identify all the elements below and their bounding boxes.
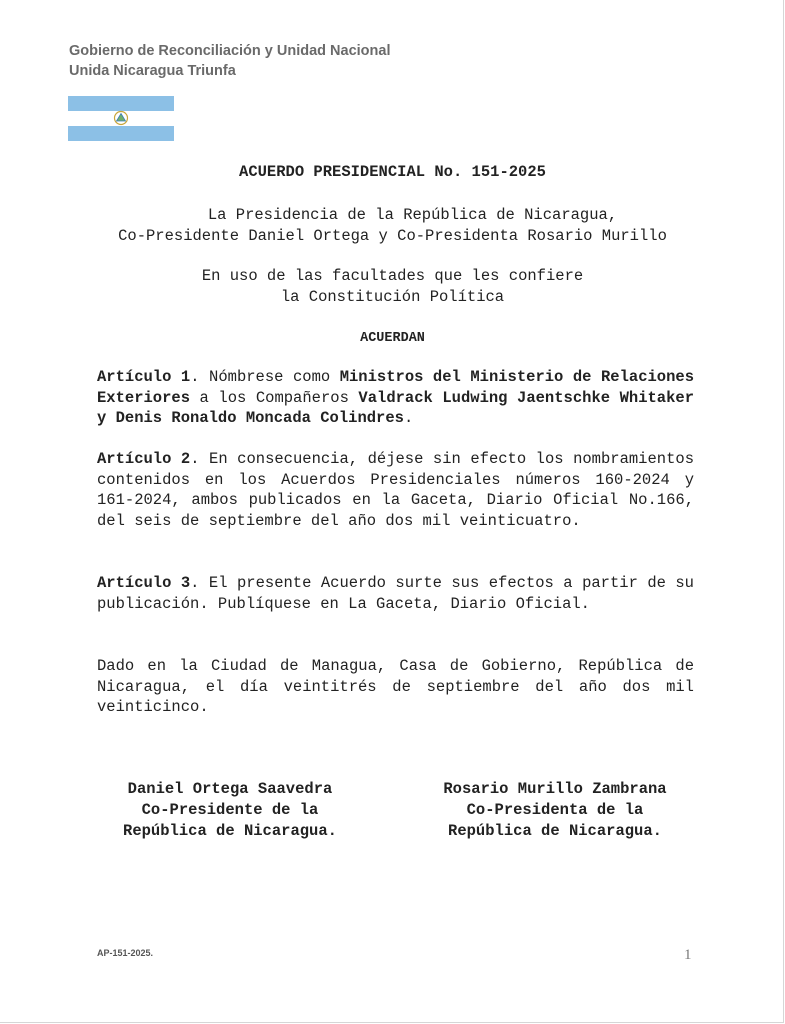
signatory-role: Co-Presidenta de la: [466, 801, 644, 819]
acuerdan-heading: ACUERDAN: [360, 331, 425, 346]
page-number: 1: [684, 947, 692, 963]
nicaragua-flag: [68, 96, 174, 141]
signatory-role: Co-Presidente de la: [141, 801, 319, 819]
document-title: ACUERDO PRESIDENCIAL No. 151-2025: [239, 163, 546, 181]
article-1: Artículo 1. Nómbrese como Ministros del Ministerio de Relaciones Exteriores a los Compañeros Valdrack Ludwing Jaentschke Whitaker y Denis Ronaldo Moncada Colindres.: [97, 368, 695, 427]
article-3-label: Artículo 3: [97, 574, 191, 592]
article-2-label: Artículo 2: [97, 450, 191, 468]
signatory-name: Daniel Ortega Saavedra: [127, 780, 333, 798]
powers-line-2: la Constitución Política: [280, 287, 505, 306]
intro-block: [0, 205, 785, 246]
article-2: Artículo 2. En consecuencia, déjese sin efecto los nombramientos contenidos en los Acuerdos Presidenciales números 160-2024 y 161-2024, ambos publicados en la Gaceta, Diario Oficial No.166, del seis de septiembre del año dos mil veinticuatro.: [97, 450, 694, 530]
article-3: Artículo 3. El presente Acuerdo surte sus efectos a partir de su publicación. Publíquese en La Gaceta, Diario Oficial.: [97, 574, 694, 613]
intro-line-1: La Presidencia de la República de Nicaragua,: [207, 206, 618, 224]
signatory-name: Rosario Murillo Zambrana: [443, 780, 667, 798]
article-1-label: Artículo 1: [97, 368, 191, 386]
signature-block-left: [90, 779, 370, 842]
letterhead: [69, 41, 390, 81]
closing-paragraph: Dado en la Ciudad de Managua, Casa de Gobierno, República de Nicaragua, el día veintitrés de septiembre del año dos mil veinticinco.: [97, 657, 694, 716]
powers-line-1: En uso de las facultades que les confiere: [201, 267, 584, 285]
letterhead-slogan: Unida Nicaragua Triunfa: [69, 63, 236, 79]
powers-block: [0, 266, 785, 307]
signature-block-right: [410, 779, 700, 842]
nicaragua-coat-of-arms-icon: [113, 110, 129, 126]
signatory-country: República de Nicaragua.: [448, 822, 662, 840]
footer-reference: AP-151-2025.: [97, 948, 154, 958]
letterhead-government: Gobierno de Reconciliación y Unidad Nacional: [69, 43, 391, 59]
signatory-country: República de Nicaragua.: [123, 822, 337, 840]
intro-line-2: Co-Presidente Daniel Ortega y Co-Presidenta Rosario Murillo: [118, 226, 667, 245]
